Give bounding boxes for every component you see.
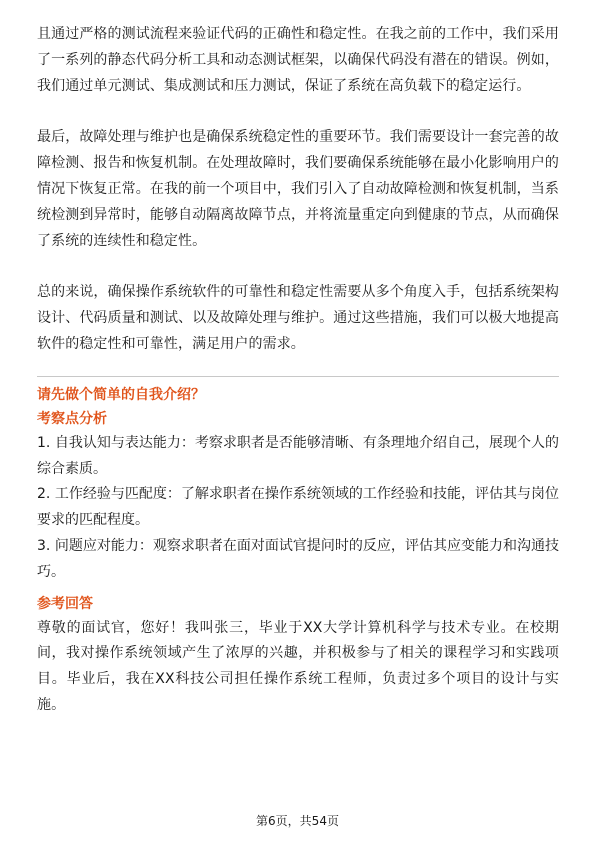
page-content xyxy=(37,22,559,719)
paragraph-gap xyxy=(37,254,559,280)
paragraph-fault-handling: 最后，故障处理与维护也是确保系统稳定性的重要环节。我们需要设计一套完善的故障检测、报告和恢复机制。在处理故障时，我们要确保系统能够在最小化影响用户的情况下恢复正常。在我的前一个项目中，我们引入了自动故障检测和恢复机制，当系统检测到异常时，能够自动隔离故障节点，并将流量重定向到健康的节点，从而确保了系统的连续性和稳定性。 xyxy=(37,129,559,249)
paragraph-testing: 且通过严格的测试流程来验证代码的正确性和稳定性。在我之前的工作中，我们采用了一系列的静态代码分析工具和动态测试框架，以确保代码没有潜在的错误。例如，我们通过单元测试、集成测试和压力测试，保证了系统在高负载下的稳定运行。 xyxy=(37,26,559,94)
section-divider xyxy=(37,376,559,377)
assessment-item-2: 2. 工作经验与匹配度：了解求职者在操作系统领域的工作经验和技能，评估其与岗位要求的匹配程度。 xyxy=(37,486,559,529)
reference-heading: 参考回答 xyxy=(37,595,93,612)
page-footer: 第6页，共54页 xyxy=(256,814,339,828)
assessment-heading: 考察点分析 xyxy=(37,410,107,427)
reference-answer: 尊敬的面试官，您好！我叫张三，毕业于XX大学计算机科学与技术专业。在校期间，我对操作系统领域产生了浓厚的兴趣，并积极参与了相关的课程学习和实践项目。毕业后，我在XX科技公司担任操作系统工程师，负责过多个项目的设计与实施。 xyxy=(37,619,559,713)
question-title: 请先做个简单的自我介绍？ xyxy=(37,386,205,403)
paragraph-gap xyxy=(37,99,559,125)
assessment-item-1: 1. 自我认知与表达能力：考察求职者是否能够清晰、有条理地介绍自己，展现个人的综合素质。 xyxy=(37,434,559,477)
assessment-item-3: 3. 问题应对能力：观察求职者在面对面试官提问时的反应，评估其应变能力和沟通技巧。 xyxy=(37,537,559,580)
paragraph-summary: 总的来说，确保操作系统软件的可靠性和稳定性需要从多个角度入手，包括系统架构设计、代码质量和测试、以及故障处理与维护。通过这些措施，我们可以极大地提高软件的稳定性和可靠性，满足用户的需求。 xyxy=(37,284,559,352)
